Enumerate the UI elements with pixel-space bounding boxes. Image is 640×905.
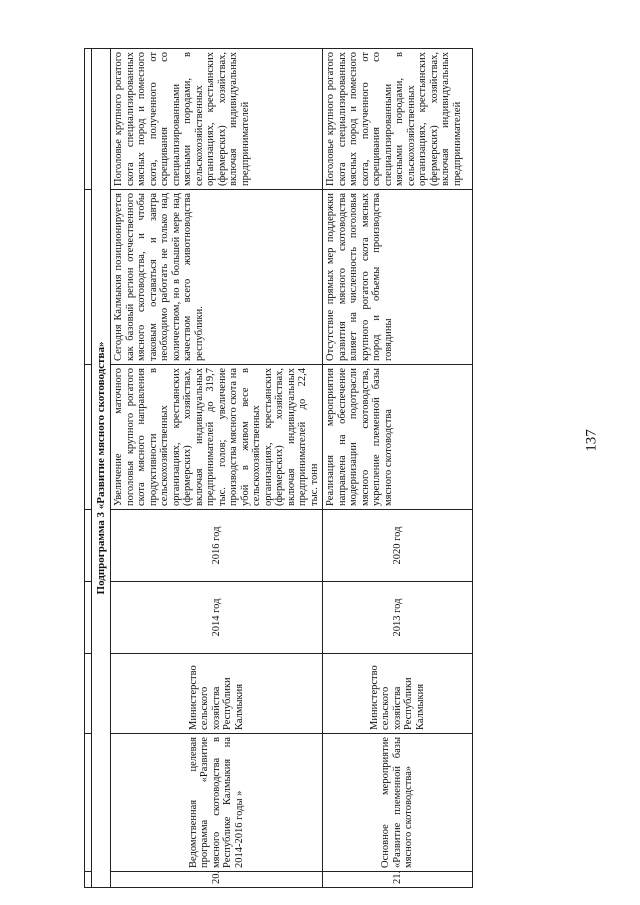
consequences: Отсутствие прямых мер поддержки развития мясного скотоводства влияет на численность поголовья крупного рогатого скота мясных пород и объемы производства говядины <box>323 190 473 365</box>
expected-result: Увеличение маточного поголовья крупного рогатого скота мясного направления продуктивности в сельскохозяйственных организациях, крестьянских (фермерских) хозяйствах, включая индивидуальных предпринимателей до 319,7 тыс. голов; увеличение производства мясного скота на убой в живом весе в сельскохозяйственных организациях, крестьянских (фермерских) хозяйствах, включая индивидуальных предпринимателей до 22,4 тыс. тонн <box>111 365 323 510</box>
table-row <box>111 49 323 888</box>
executor: Министерство сельского хозяйства Республики Калмыкия <box>111 654 323 734</box>
start-year: 2014 год <box>111 582 323 654</box>
indicator: Поголовье крупного рогатого скота специализированных мясных пород и помесного скота, полученного от скрещивания со специализированными мясными породами, в сельскохозяйственных организациях, крестьянских (фермерских) хозяйствах, включая индивидуальных предпринимателей <box>323 49 473 190</box>
subprogram-title-row <box>92 49 111 888</box>
end-year: 2016 год <box>111 510 323 582</box>
page-number: 137 <box>583 429 600 452</box>
measure-name: Основное мероприятие «Развитие племенной базы мясного скотоводства» <box>323 734 473 872</box>
row-number: 20. <box>111 872 323 888</box>
rotated-table-container <box>84 48 494 888</box>
subprogram-table <box>84 48 473 888</box>
end-year: 2020 год <box>323 510 473 582</box>
start-year: 2013 год <box>323 582 473 654</box>
indicator: Поголовье крупного рогатого скота специализированных мясных пород и помесного скота, полученного от скрещивания со специализированными мясными породами, в сельскохозяйственных организациях, крестьянских (фермерских) хозяйствах, включая индивидуальных предпринимателей <box>111 49 323 190</box>
row-number: 21. <box>323 872 473 888</box>
subprogram-title: Подпрограмма 3 «Развитие мясного скотоводства» <box>92 49 111 888</box>
table-row <box>323 49 473 888</box>
consequences: Сегодня Калмыкия позиционируется как базовый регион отечественного мясного скотоводства, и чтобы таковым оставаться и завтра необходимо работать не только над количеством, но в большей мере над качеством всего животноводства республики. <box>111 190 323 365</box>
executor: Министерство сельского хозяйства Республики Калмыкия <box>323 654 473 734</box>
measure-name: Ведомственная целевая программа «Развитие мясного скотоводства в Республике Калмыкия на 2014-2016 годы » <box>111 734 323 872</box>
expected-result: Реализация мероприятия направлена на обеспечение модернизации подотрасли мясного скотоводства, укрепление племенной базы мясного скотоводства <box>323 365 473 510</box>
header-spacer-row <box>85 49 92 888</box>
